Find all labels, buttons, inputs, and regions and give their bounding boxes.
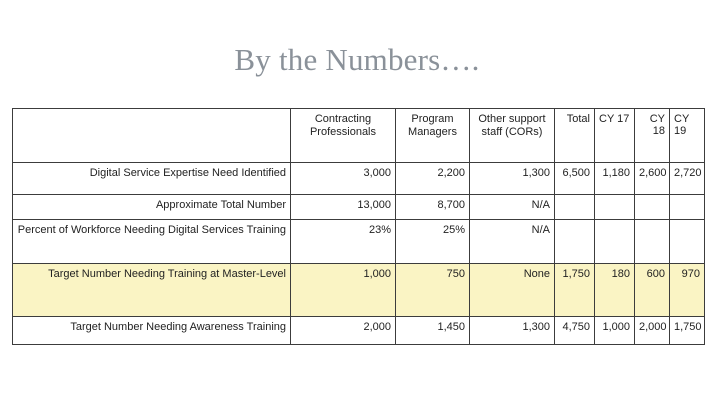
page-title: By the Numbers….	[234, 42, 480, 77]
table-cell: 2,000	[635, 317, 670, 345]
table-cell: 1,300	[470, 317, 555, 345]
table-cell: 2,720	[670, 163, 705, 195]
table-cell: None	[470, 264, 555, 317]
table-header-row	[13, 109, 705, 163]
header-contracting-professionals: Contracting Professionals	[291, 109, 396, 163]
table-cell: 4,750	[555, 317, 595, 345]
header-cy18: CY 18	[635, 109, 670, 163]
table-cell: 3,000	[291, 163, 396, 195]
table-cell: 970	[670, 264, 705, 317]
table-row	[13, 317, 705, 345]
table-cell: 2,000	[291, 317, 396, 345]
table-cell	[670, 220, 705, 264]
table-cell: 1,450	[396, 317, 470, 345]
table-cell: N/A	[470, 195, 555, 220]
row-label: Percent of Workforce Needing Digital Services Training	[13, 220, 291, 264]
table-cell: 1,180	[595, 163, 635, 195]
header-program-managers: Program Managers	[396, 109, 470, 163]
table-cell: 2,200	[396, 163, 470, 195]
table-row-highlighted	[13, 264, 705, 317]
numbers-table	[12, 108, 705, 345]
table-cell: 1,750	[555, 264, 595, 317]
table-cell: 1,300	[470, 163, 555, 195]
table-cell: 23%	[291, 220, 396, 264]
header-total: Total	[555, 109, 595, 163]
table-cell	[635, 220, 670, 264]
table-cell: 25%	[396, 220, 470, 264]
table-cell	[555, 220, 595, 264]
table-cell: 750	[396, 264, 470, 317]
table-cell	[670, 195, 705, 220]
table-cell: 1,750	[670, 317, 705, 345]
table-cell: 6,500	[555, 163, 595, 195]
table-cell: 180	[595, 264, 635, 317]
table-cell	[595, 195, 635, 220]
table-row	[13, 220, 705, 264]
table-cell: 1,000	[291, 264, 396, 317]
row-label: Target Number Needing Awareness Training	[13, 317, 291, 345]
table-cell: 600	[635, 264, 670, 317]
table-row	[13, 195, 705, 220]
header-other-support-staff: Other support staff (CORs)	[470, 109, 555, 163]
table-cell: 8,700	[396, 195, 470, 220]
header-cy17: CY 17	[595, 109, 635, 163]
table-row	[13, 163, 705, 195]
row-label: Digital Service Expertise Need Identified	[13, 163, 291, 195]
header-cell-empty	[13, 109, 291, 163]
table-cell	[595, 220, 635, 264]
table-cell: 1,000	[595, 317, 635, 345]
row-label: Approximate Total Number	[13, 195, 291, 220]
header-cy19: CY 19	[670, 109, 705, 163]
table-cell	[635, 195, 670, 220]
row-label: Target Number Needing Training at Master-Level	[13, 264, 291, 317]
table-cell	[555, 195, 595, 220]
table-cell: 2,600	[635, 163, 670, 195]
table-cell: N/A	[470, 220, 555, 264]
table-cell: 13,000	[291, 195, 396, 220]
